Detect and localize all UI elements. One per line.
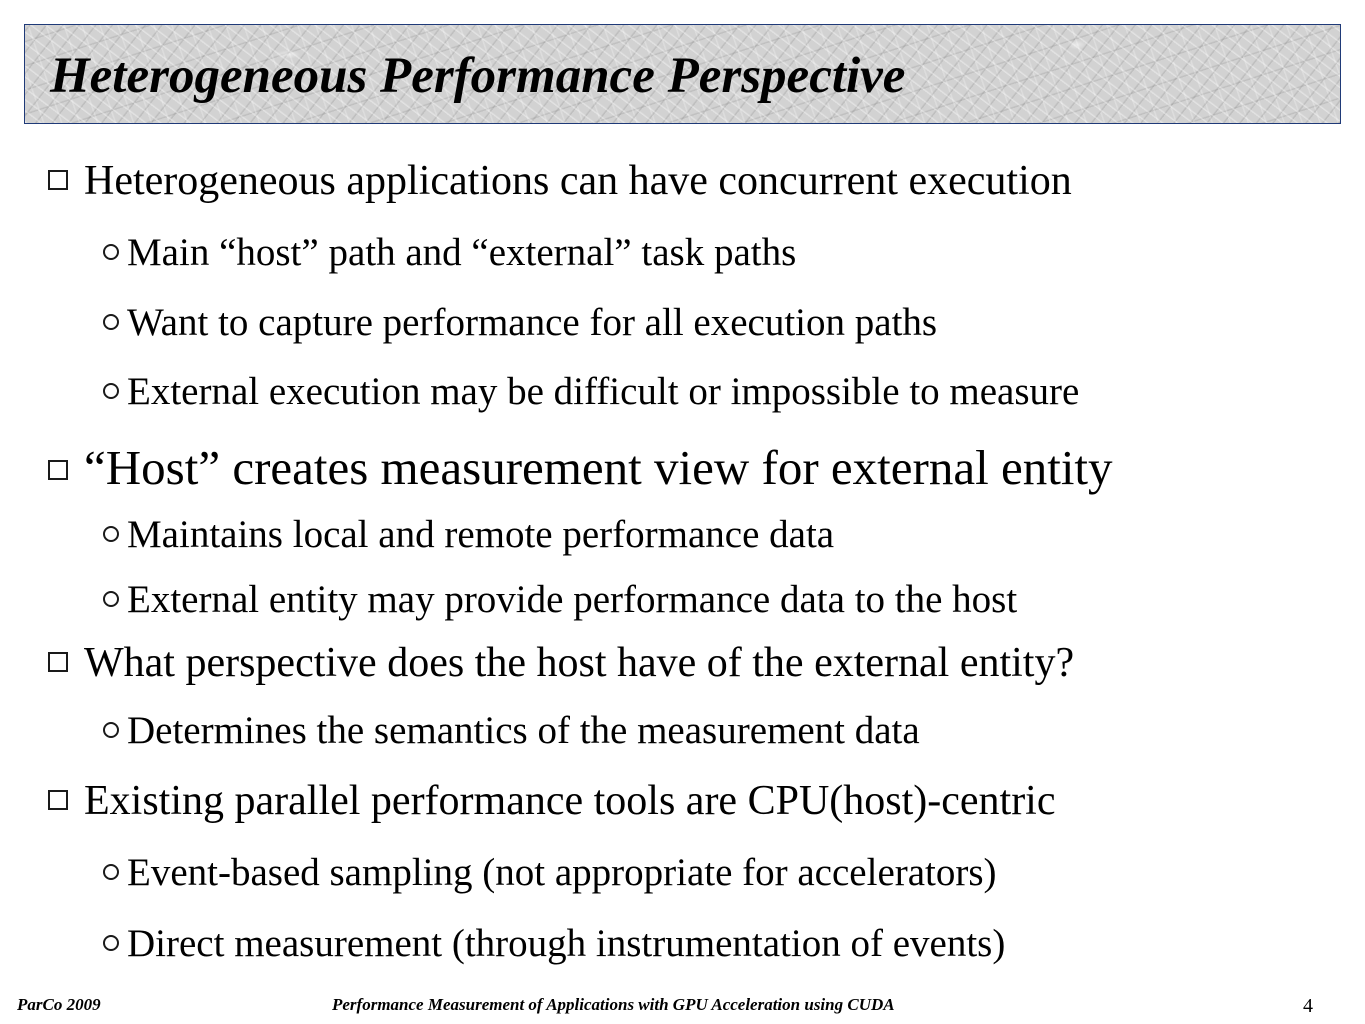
bullet-item <box>48 776 1056 826</box>
hollow-circle-bullet-icon <box>103 591 119 607</box>
sub-bullet-item <box>103 230 796 276</box>
sub-bullet-item <box>103 708 920 754</box>
sub-bullet-text: Want to capture performance for all execution paths <box>127 301 938 344</box>
bullet-item <box>48 156 1072 206</box>
sub-bullet-text: Event-based sampling (not appropriate for accelerators) <box>127 851 997 894</box>
bullet-text: Heterogeneous applications can have concurrent execution <box>84 158 1072 204</box>
sub-bullet-item <box>103 300 937 346</box>
sub-bullet-text: Main “host” path and “external” task paths <box>127 231 797 274</box>
sub-bullet-item <box>103 512 834 558</box>
hollow-circle-bullet-icon <box>103 526 119 542</box>
hollow-circle-bullet-icon <box>103 935 119 951</box>
hollow-circle-bullet-icon <box>103 383 119 399</box>
sub-bullet-text: Direct measurement (through instrumentation of events) <box>127 922 1006 965</box>
sub-bullet-text: External execution may be difficult or impossible to measure <box>127 370 1080 413</box>
slide-title: Heterogeneous Performance Perspective <box>50 48 906 104</box>
page-number: 4 <box>1303 995 1313 1017</box>
hollow-square-bullet-icon <box>48 170 68 190</box>
sub-bullet-text: External entity may provide performance data to the host <box>127 578 1018 621</box>
hollow-circle-bullet-icon <box>103 864 119 880</box>
bullet-text: “Host” creates measurement view for external entity <box>84 440 1113 495</box>
bullet-item <box>48 638 1074 688</box>
sub-bullet-item <box>103 921 1005 967</box>
hollow-square-bullet-icon <box>48 652 68 672</box>
bullet-text: Existing parallel performance tools are CPU(host)-centric <box>84 778 1056 824</box>
bullet-item <box>48 439 1113 497</box>
hollow-circle-bullet-icon <box>103 722 119 738</box>
sub-bullet-text: Maintains local and remote performance data <box>127 513 835 556</box>
sub-bullet-text: Determines the semantics of the measurement data <box>127 709 920 752</box>
bullet-text: What perspective does the host have of the external entity? <box>84 640 1075 686</box>
hollow-circle-bullet-icon <box>103 314 119 330</box>
hollow-circle-bullet-icon <box>103 244 119 260</box>
footer-talk-title: Performance Measurement of Applications with GPU Acceleration using CUDA <box>332 995 895 1014</box>
sub-bullet-item <box>103 369 1079 415</box>
hollow-square-bullet-icon <box>48 790 68 810</box>
sub-bullet-item <box>103 850 997 896</box>
footer-conference: ParCo 2009 <box>17 995 101 1014</box>
sub-bullet-item <box>103 577 1017 623</box>
hollow-square-bullet-icon <box>48 460 68 480</box>
